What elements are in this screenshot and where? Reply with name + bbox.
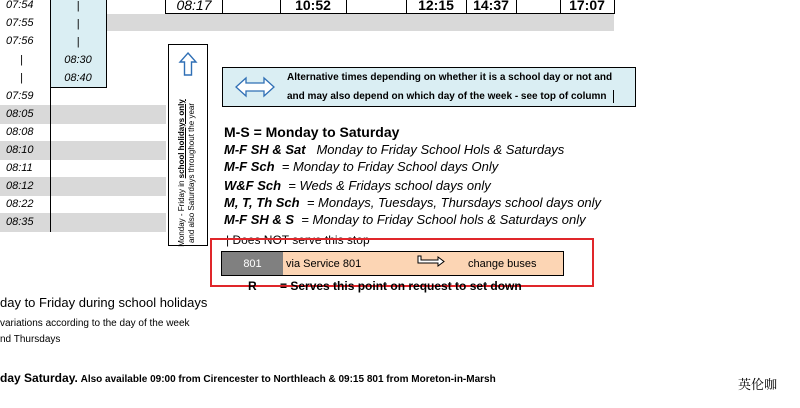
legend-item — [224, 178, 491, 193]
alt-times-line1: Alternative times depending on whether it is a school day or not and — [287, 72, 613, 83]
legend-code: M-S — [224, 124, 250, 140]
legend-item — [224, 142, 564, 157]
time-row: 08:10 — [0, 141, 50, 160]
grey-row-extension — [51, 213, 166, 232]
header-time-3: 12:15 — [418, 0, 454, 13]
vertical-note-line1a: Monday - Friday in — [177, 178, 186, 247]
time-row: 08:08 — [6, 126, 34, 138]
time-row: 07:56 — [6, 35, 34, 47]
time-cell: | — [76, 18, 80, 30]
service-via: via Service 801 — [286, 258, 362, 270]
grey-row-extension — [51, 177, 166, 196]
grid-line — [466, 0, 467, 14]
up-arrow-icon — [178, 51, 198, 77]
time-row: 08:22 — [6, 198, 34, 210]
note-line-2: variations according to the day of the week — [0, 318, 190, 329]
legend-desc: = Weds & Fridays school days only — [288, 178, 491, 193]
request-code: R — [248, 279, 257, 293]
note-line-1: day to Friday during school holidays — [0, 295, 208, 310]
time-cell: 08:40 — [64, 72, 92, 84]
double-arrow-icon — [235, 76, 275, 98]
grid-line — [222, 0, 223, 14]
vertical-note-text — [177, 93, 197, 253]
legend-code: W&F Sch — [224, 178, 282, 193]
header-time-2: 10:52 — [295, 0, 331, 13]
vertical-note-line2: and also Saturdays throughout the year — [187, 102, 196, 244]
request-line — [248, 279, 522, 293]
alt-times-line2: and may also depend on which day of the week - see top of column — [287, 91, 607, 102]
note-line-4-bold: day Saturday. — [0, 371, 78, 385]
time-row: | — [20, 54, 23, 66]
right-arrow-icon — [416, 254, 446, 268]
grey-row-extension — [51, 141, 166, 160]
time-row: 08:05 — [0, 105, 50, 124]
legend-code: M-F Sch — [224, 159, 275, 174]
legend-desc: = Monday to Friday School hols & Saturdays only — [301, 212, 586, 227]
legend-item — [224, 195, 601, 210]
legend-desc: = Monday to Saturday — [253, 124, 400, 140]
note-line-4-rest: Also available 09:00 from Cirencester to Northleach & 09:15 801 from Moreton-in-Marsh — [80, 374, 496, 385]
grey-strip — [106, 14, 614, 31]
note-line-4 — [0, 371, 496, 385]
time-cell: | — [76, 36, 80, 48]
time-row: 07:54 — [6, 0, 34, 11]
grid-line — [50, 87, 107, 88]
text-cursor — [613, 90, 614, 103]
time-cell: | — [76, 0, 80, 12]
legend-code: M, T, Th Sch — [224, 195, 300, 210]
grid-line — [406, 0, 407, 14]
does-not-serve-note: | Does NOT serve this stop — [226, 233, 370, 247]
service-change: change buses — [468, 258, 537, 270]
header-time-1: 08:17 — [176, 0, 212, 13]
legend-m-s — [224, 124, 399, 140]
header-time-4: 14:37 — [473, 0, 509, 13]
watermark: 英伦咖 — [738, 377, 778, 392]
time-row: 07:59 — [6, 90, 34, 102]
service-number-cell — [222, 252, 283, 275]
legend-item — [224, 159, 498, 174]
note-line-3: nd Thursdays — [0, 334, 61, 345]
time-row: 08:12 — [0, 177, 50, 196]
time-row: 08:35 — [0, 213, 50, 232]
legend-code: M-F SH & Sat — [224, 142, 306, 157]
grid-line — [280, 0, 281, 14]
legend-desc: Monday to Friday School Hols & Saturdays — [316, 142, 565, 157]
alt-times-box — [222, 67, 636, 107]
grid-line — [165, 0, 166, 14]
time-row: 07:55 — [6, 17, 34, 29]
legend-desc: = Monday to Friday School days Only — [281, 159, 499, 174]
vertical-note-box — [168, 44, 208, 246]
legend-desc: = Mondays, Tuesdays, Thursdays school days only — [306, 195, 602, 210]
vertical-note-line1b: school holidays only — [177, 99, 186, 179]
grid-line — [106, 0, 107, 88]
time-cell: 08:30 — [64, 54, 92, 66]
grid-line — [560, 0, 561, 14]
time-row: 08:11 — [6, 162, 33, 174]
service-box — [221, 251, 564, 276]
grid-line — [614, 0, 615, 14]
time-row: | — [20, 72, 23, 84]
service-number: 801 — [243, 258, 262, 270]
grid-line — [346, 0, 347, 14]
grey-row-extension — [51, 105, 166, 124]
header-time-5: 17:07 — [569, 0, 605, 13]
grid-line — [516, 0, 517, 14]
legend-item — [224, 212, 586, 227]
legend-code: M-F SH & S — [224, 212, 295, 227]
request-desc: = Serves this point on request to set down — [280, 279, 522, 293]
